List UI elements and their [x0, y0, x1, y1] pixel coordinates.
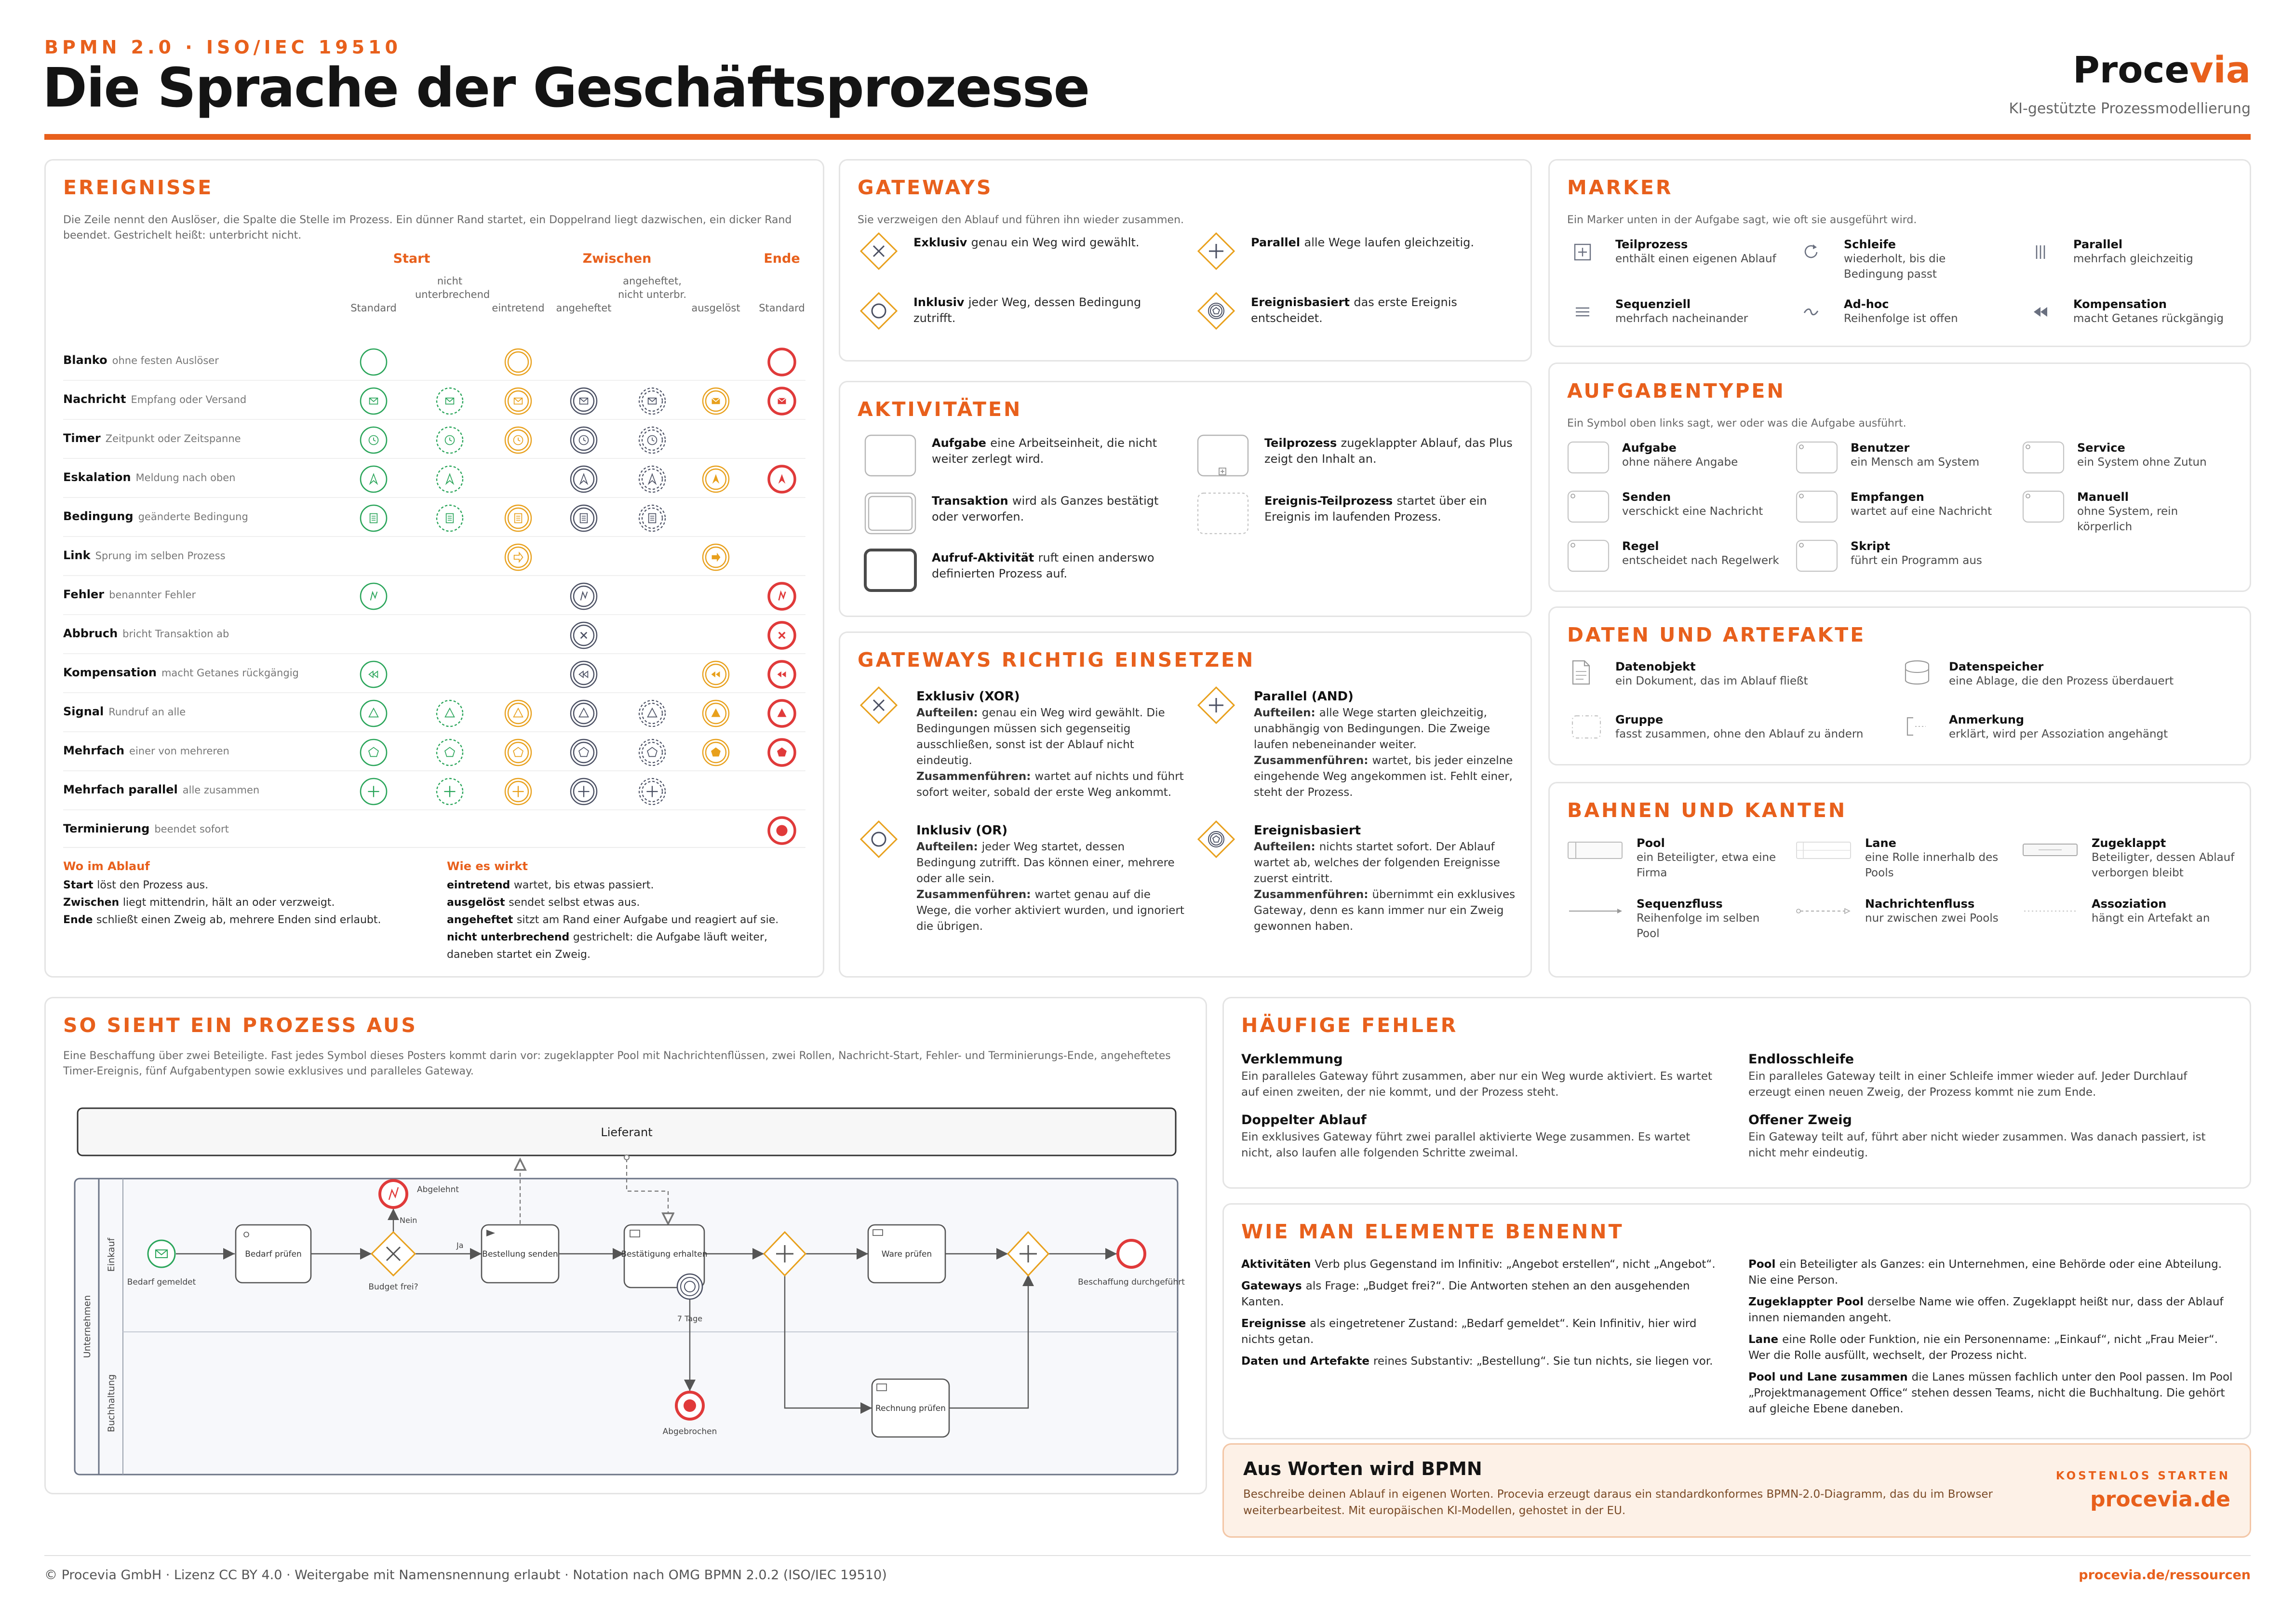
- event-col-2: eintretend: [492, 302, 545, 314]
- lane-nachrichtenfluss-icon: [1796, 899, 1852, 923]
- naming-left: [1241, 1257, 1728, 1375]
- event-fehler-6-error-icon: [766, 581, 797, 612]
- marker-sequenziell: Sequenziell mehrfach nacheinander: [1615, 297, 1748, 325]
- artifact-datenspeicher-icon: [1905, 660, 1935, 687]
- tagline: KI-gestützte Prozessmodellierung: [2009, 100, 2251, 117]
- event-row-name: Signal: [63, 705, 104, 718]
- terminate-label: Abgebrochen: [662, 1427, 717, 1436]
- how-title: Wie es wirkt: [447, 859, 528, 873]
- lane-lane: Lane eine Rolle innerhalb des Pools: [1865, 836, 1999, 879]
- task-ware-pruefen-label: Ware prüfen: [881, 1249, 932, 1259]
- event-row-desc: bricht Transaktion ab: [122, 628, 229, 640]
- event-row-desc: geänderte Bedingung: [138, 511, 248, 523]
- company-pool: [75, 1179, 1178, 1475]
- tasktype-aufgabe: Aufgabe ohne nähere Angabe: [1622, 441, 1738, 469]
- event-eskalation-4-escalation-icon: [637, 464, 668, 495]
- task-bestellung-senden-label: Bestellung senden: [482, 1249, 558, 1259]
- footer-license: © Procevia GmbH · Lizenz CC BY 4.0 · Weitergabe mit Namensnennung erlaubt · Notation nach OMG BPMN 2.0.2 (ISO/IEC 19510): [44, 1568, 887, 1583]
- event-signal-2-signal-icon: [503, 698, 534, 729]
- plus-box-icon: [1573, 242, 1592, 262]
- gateway-inklusiv-icon: [859, 292, 898, 330]
- events-card: [44, 159, 824, 978]
- tasktype-manuell: Manuell ohne System, rein körperlich: [2077, 490, 2178, 533]
- event-kompensation-3-compensation-icon: [568, 659, 599, 690]
- naming-title: WIE MAN ELEMENTE BENENNT: [1241, 1220, 1624, 1243]
- gateway-parallel-icon: [1197, 232, 1235, 270]
- activity-ereignis-teilprozess-icon: [1197, 492, 1250, 536]
- markers-card: [1548, 159, 2251, 347]
- how-item: angeheftet sitzt am Rand einer Aufgabe und reagiert auf sie.: [447, 914, 779, 926]
- tasktype-skript-icon: [1796, 539, 1839, 573]
- example-intro: Eine Beschaffung über zwei Beteiligte. Fast jedes Symbol dieses Posters kommt darin vor: zugeklappter Pool mit Nachrichtenflüssen, zwei Rollen, Nachricht-Start, Fehler- und Terminierungs-Ende, angeheftetes Timer-Ereignis, fünf Aufgabentypen sowie exklusives und paralleles Gateway.: [63, 1050, 1171, 1077]
- activity-aufruf-aktivitaet-icon: [864, 549, 917, 592]
- event-col-0: Standard: [350, 302, 397, 314]
- naming-aktivitaeten: Aktivitäten Verb plus Gegenstand im Infinitiv: „Angebot erstellen“, nicht „Angebot“.: [1241, 1258, 1716, 1271]
- lane-einkauf-label: Einkauf: [106, 1237, 117, 1272]
- artifact-gruppe-icon: [1571, 713, 1602, 740]
- data-title: DATEN UND ARTEFAKTE: [1567, 623, 1866, 646]
- lane-buchhaltung-label: Buchhaltung: [106, 1374, 117, 1433]
- event-mehrfach-4-multiple-icon: [637, 737, 668, 768]
- event-row-blanko: [63, 353, 219, 367]
- flow-label-no: Nein: [400, 1216, 417, 1225]
- naming-card: [1222, 1203, 2251, 1439]
- event-row-desc: Sprung im selben Prozess: [95, 550, 226, 562]
- row-divider: [63, 380, 805, 381]
- event-row-name: Nachricht: [63, 392, 126, 406]
- event-group-start: Start: [393, 251, 430, 266]
- gateway-inklusiv: Inklusiv jeder Weg, dessen Bedingung zutrifft.: [913, 295, 1141, 325]
- end-label: Beschaffung durchgeführt: [1078, 1277, 1185, 1287]
- activity-aufgabe-icon: [864, 434, 917, 478]
- lanes-card: [1548, 782, 2251, 978]
- event-row-abbruch: [63, 627, 229, 640]
- tasktype-empfangen-icon: [1796, 490, 1839, 524]
- gw-usage-inklusiv-or-icon: [859, 820, 898, 859]
- activity-aufgabe: Aufgabe eine Arbeitseinheit, die nicht weiter zerlegt wird.: [932, 436, 1157, 466]
- event-link-5-link-icon: [700, 542, 731, 573]
- event-timer-1-clock-icon: [434, 425, 465, 456]
- event-eskalation-3-escalation-icon: [568, 464, 599, 495]
- event-mehrfach-1-multiple-icon: [434, 737, 465, 768]
- row-divider: [63, 770, 805, 771]
- event-row-signal: [63, 705, 186, 718]
- errors-title: HÄUFIGE FEHLER: [1241, 1014, 1458, 1037]
- lane-sequenzfluss: Sequenzfluss Reihenfolge im selben Pool: [1637, 897, 1760, 940]
- tasktype-senden: Senden verschickt eine Nachricht: [1622, 490, 1763, 518]
- event-mehrfach-0-multiple-icon: [358, 737, 389, 768]
- divider: [63, 847, 805, 848]
- how-item: ausgelöst sendet selbst etwas aus.: [447, 897, 640, 909]
- tasktype-aufgabe-icon: [1567, 441, 1611, 475]
- event-kompensation-0-compensation-icon: [358, 659, 389, 690]
- gw-usage-parallel-and-icon: [1197, 686, 1235, 725]
- flow-label-yes: Ja: [456, 1241, 464, 1250]
- tasktypes-card: [1548, 362, 2251, 592]
- artifact-datenspeicher: Datenspeicher eine Ablage, die den Prozess überdauert: [1949, 660, 2174, 687]
- naming-lane: Lane eine Rolle oder Funktion, nie ein Personenname: „Einkauf“, nicht „Frau Meier“. Wer die Rolle ausfüllt, wechselt, der Prozess nicht.: [1748, 1333, 2218, 1362]
- tasktype-regel-icon: [1567, 539, 1611, 573]
- gateway-ereignisbasiert: Ereignisbasiert das erste Ereignis entscheidet.: [1251, 295, 1457, 325]
- event-row-fehler: [63, 588, 196, 601]
- event-row-desc: alle zusammen: [182, 784, 260, 796]
- row-divider: [63, 575, 805, 576]
- event-signal-3-signal-icon: [568, 698, 599, 729]
- naming-right: [1748, 1257, 2235, 1423]
- marker-kompensation: Kompensation macht Getanes rückgängig: [2073, 297, 2224, 325]
- tasktype-regel: Regel entscheidet nach Regelwerk: [1622, 539, 1779, 567]
- event-col-4: angeheftet, nicht unterbr.: [617, 275, 687, 300]
- activity-ereignis-teilprozess: Ereignis-Teilprozess startet über ein Ereignis im laufenden Prozess.: [1264, 494, 1487, 523]
- event-timer-3-clock-icon: [568, 425, 599, 456]
- event-eskalation-6-escalation-icon: [766, 464, 797, 495]
- lane-zugeklappt-icon: [2022, 838, 2079, 862]
- example-card: [44, 997, 1207, 1494]
- event-row-name: Fehler: [63, 588, 105, 601]
- gw-usage-card: [839, 631, 1532, 978]
- gateway-parallel: Parallel alle Wege laufen gleichzeitig.: [1251, 236, 1474, 249]
- error-doppelter-ablauf: Doppelter Ablauf Ein exklusives Gateway führt zwei parallel aktivierte Wege zusammen. Es wartet nicht, also laufen alle folgenden Schritte zweimal.: [1241, 1113, 1691, 1159]
- events-intro: Die Zeile nennt den Auslöser, die Spalte die Stelle im Prozess. Ein dünner Rand startet, ein Doppelrand liegt dazwischen, ein dicker Rand beendet. Gestrichelt heißt: unterbricht nicht.: [63, 214, 792, 242]
- rewind-icon: [2031, 302, 2050, 322]
- event-mehrfach-parallel-2-parallel-icon: [503, 776, 534, 807]
- event-nachricht-2-envelope-icon: [503, 386, 534, 416]
- event-row-bedingung: [63, 510, 248, 523]
- event-nachricht-5-envelope-icon: [700, 386, 731, 416]
- naming-pool: Pool ein Beteiligter als Ganzes: ein Unternehmen, eine Behörde oder eine Abteilung. Nie eine Person.: [1748, 1258, 2222, 1287]
- event-mehrfach-parallel-3-parallel-icon: [568, 776, 599, 807]
- event-mehrfach-2-multiple-icon: [503, 737, 534, 768]
- event-row-name: Abbruch: [63, 627, 118, 640]
- event-blanko-6-none: [766, 347, 797, 377]
- event-nachricht-3-envelope-icon: [568, 386, 599, 416]
- error-verklemmung: Verklemmung Ein paralleles Gateway führt zusammen, aber nur ein Weg wurde aktiviert. Es wartet auf einen zweiten, der nie kommt, und der Prozess steht.: [1241, 1052, 1713, 1099]
- cta-box[interactable]: [1222, 1443, 2251, 1538]
- activity-transaktion-icon: [864, 492, 917, 536]
- tasktype-service-icon: [2022, 441, 2066, 475]
- event-row-name: Bedingung: [63, 510, 134, 523]
- marker-schleife: Schleife wiederholt, bis die Bedingung passt: [1844, 238, 1946, 281]
- markers-intro: Ein Marker unten in der Aufgabe sagt, wie oft sie ausgeführt wird.: [1567, 214, 1917, 226]
- tasktype-service: Service ein System ohne Zutun: [2077, 441, 2207, 469]
- tasktype-empfangen: Empfangen wartet auf eine Nachricht: [1851, 490, 1992, 518]
- how-item: nicht unterbrechend gestrichelt: die Aufgabe läuft weiter, daneben startet ein Zweig.: [447, 931, 768, 961]
- event-row-desc: benannter Fehler: [109, 589, 196, 601]
- activities-title: AKTIVITÄTEN: [858, 398, 1022, 421]
- lane-nachrichtenfluss: Nachrichtenfluss nur zwischen zwei Pools: [1865, 897, 1999, 925]
- gateways-intro: Sie verzweigen den Ablauf und führen ihn wieder zusammen.: [858, 214, 1184, 226]
- event-row-name: Blanko: [63, 353, 107, 367]
- event-signal-6-signal-icon: [766, 698, 797, 729]
- artifact-anmerkung-icon: [1905, 713, 1935, 740]
- event-row-timer: [63, 431, 241, 445]
- marker-ad-hoc: Ad-hoc Reihenfolge ist offen: [1844, 297, 1958, 325]
- naming-ereignisse: Ereignisse als eingetretener Zustand: „Bedarf gemeldet“. Kein Infinitiv, hier wird nichts getan.: [1241, 1317, 1697, 1346]
- event-kompensation-6-compensation-icon: [766, 659, 797, 690]
- event-abbruch-3-cancel-icon: [568, 620, 599, 651]
- event-col-6: Standard: [759, 302, 805, 314]
- event-row-name: Timer: [63, 431, 101, 445]
- event-col-3: angeheftet: [556, 302, 612, 314]
- tasktype-skript: Skript führt ein Programm aus: [1851, 539, 1982, 567]
- cta-text: Beschreibe deinen Ablauf in eigenen Worten. Procevia erzeugt daraus ein standardkonformes BPMN-2.0-Diagramm, das du im Browser weiterbearbeitest. Mit europäischen KI-Modellen, gehostet in der EU.: [1243, 1488, 1993, 1517]
- event-row-name: Mehrfach: [63, 744, 125, 757]
- gw-usage-exklusiv-xor: Exklusiv (XOR) Aufteilen: genau ein Weg wird gewählt. Die Bedingungen müssen sich gegenseitig ausschließen, sonst ist der Ablauf nicht eindeutig. Zusammenführen: wartet auf nichts und führt sofort weiter, sobald der erste Weg ankommt.: [916, 689, 1184, 799]
- where-title: Wo im Ablauf: [63, 859, 150, 873]
- page-title: Die Sprache der Geschäftsprozesse: [42, 57, 1089, 120]
- gateway-budget-label: Budget frei?: [368, 1282, 418, 1292]
- event-timer-4-clock-icon: [637, 425, 668, 456]
- events-title: EREIGNISSE: [63, 176, 214, 199]
- event-row-desc: ohne festen Auslöser: [112, 355, 219, 366]
- event-signal-1-signal-icon: [434, 698, 465, 729]
- event-row-link: [63, 549, 226, 562]
- cta-title: Aus Worten wird BPMN: [1243, 1458, 1482, 1479]
- task-bestaetigung-label: Bestätigung erhalten: [621, 1249, 708, 1259]
- event-row-desc: Meldung nach oben: [135, 472, 236, 483]
- event-signal-5-signal-icon: [700, 698, 731, 729]
- event-bedingung-2-condition-icon: [503, 503, 534, 534]
- gw-usage-ereignisbasiert: Ereignisbasiert Aufteilen: nichts startet sofort. Der Ablauf wartet ab, welches der folgenden Ereignisse zuerst eintritt. Zusammenführen: übernimmt ein exklusives Gateway, denn es kann immer nur ein Zweig gewonnen haben.: [1254, 823, 1516, 933]
- event-blanko-0-none: [358, 347, 389, 377]
- event-row-nachricht: [63, 392, 246, 406]
- brand-logo[interactable]: [2073, 48, 2251, 91]
- event-fehler-0-error-icon: [358, 581, 389, 612]
- naming-daten-und-artefakte: Daten und Artefakte reines Substantiv: „Bestellung“. Sie tun nichts, sie liegen vor.: [1241, 1355, 1713, 1368]
- gw-usage-parallel-and: Parallel (AND) Aufteilen: alle Wege starten gleichzeitig, unabhängig von Bedingungen. Die Zweige laufen nebeneinander weiter. Zusammenführen: wartet, bis jeder einzelne eingehende Weg angekommen ist. Fehlt einer, steht der Prozess.: [1254, 689, 1513, 799]
- naming-pool-und-lane-zusammen: Pool und Lane zusammen die Lanes müssen fachlich unter den Pool passen. Im Pool „Projektmanagement Office“ stehen dessen Teams, nicht die Buchhaltung. Die gehört auf gleiche Ebene daneben.: [1748, 1371, 2233, 1415]
- artifact-gruppe: Gruppe fasst zusammen, ohne den Ablauf zu ändern: [1615, 713, 1864, 740]
- event-row-desc: Empfang oder Versand: [131, 394, 247, 405]
- event-row-mehrfach: [63, 744, 229, 757]
- row-divider: [63, 497, 805, 498]
- tasktype-benutzer-icon: [1796, 441, 1839, 475]
- loop-icon: [1801, 242, 1821, 262]
- header-rule: [44, 134, 2251, 140]
- event-row-kompensation: [63, 666, 299, 679]
- event-mehrfach-parallel-1-parallel-icon: [434, 776, 465, 807]
- brand-logo-a: Proce: [2073, 48, 2190, 91]
- event-terminierung-6-terminate-icon: [766, 815, 797, 846]
- cta-link[interactable]: procevia.de: [2090, 1487, 2230, 1512]
- artifact-datenobjekt-icon: [1571, 660, 1602, 687]
- row-divider: [63, 731, 805, 732]
- naming-gateways: Gateways als Frage: „Budget frei?“. Die Antworten stehen an den ausgehenden Kanten.: [1241, 1280, 1690, 1308]
- lane-pool-icon: [1567, 838, 1624, 862]
- start-event: [148, 1240, 175, 1267]
- gateways-card: [839, 159, 1532, 362]
- event-row-name: Mehrfach parallel: [63, 783, 178, 796]
- row-divider: [63, 419, 805, 420]
- event-mehrfach-parallel-0-parallel-icon: [358, 776, 389, 807]
- row-divider: [63, 536, 805, 537]
- event-row-mehrfach-parallel: [63, 783, 259, 796]
- lane-lane-icon: [1796, 838, 1852, 862]
- event-row-desc: Rundruf an alle: [108, 706, 186, 718]
- where-item: Ende schließt einen Zweig ab, mehrere Enden sind erlaubt.: [63, 914, 381, 926]
- event-row-desc: einer von mehreren: [129, 745, 229, 757]
- event-bedingung-0-condition-icon: [358, 503, 389, 534]
- gw-usage-ereignisbasiert-icon: [1197, 820, 1235, 859]
- cta-kicker: KOSTENLOS STARTEN: [2055, 1470, 2230, 1482]
- activities-card: [839, 381, 1532, 617]
- event-row-desc: macht Getanes rückgängig: [161, 667, 299, 679]
- pool-label: Unternehmen: [82, 1295, 93, 1358]
- footer-link[interactable]: procevia.de/ressourcen: [2079, 1568, 2251, 1583]
- markers-title: MARKER: [1567, 176, 1673, 199]
- timer-label: 7 Tage: [677, 1314, 703, 1323]
- event-eskalation-1-escalation-icon: [434, 464, 465, 495]
- marker-teilprozess: Teilprozess enthält einen eigenen Ablauf: [1615, 238, 1776, 265]
- gw-usage-title: GATEWAYS RICHTIG EINSETZEN: [858, 648, 1255, 671]
- lane-assoziation-icon: [2022, 899, 2079, 923]
- event-group-zwischen: Zwischen: [582, 251, 652, 266]
- event-mehrfach-parallel-4-parallel-icon: [637, 776, 668, 807]
- event-row-name: Link: [63, 549, 91, 562]
- row-divider: [63, 653, 805, 654]
- event-bedingung-1-condition-icon: [434, 503, 465, 534]
- gateways-title: GATEWAYS: [858, 176, 993, 199]
- event-row-name: Eskalation: [63, 470, 131, 484]
- tasktype-benutzer: Benutzer ein Mensch am System: [1851, 441, 1980, 469]
- footer-rule: [44, 1555, 2251, 1556]
- event-signal-0-signal-icon: [358, 698, 389, 729]
- start-label: Bedarf gemeldet: [127, 1277, 196, 1287]
- data-card: [1548, 606, 2251, 765]
- event-timer-0-clock-icon: [358, 425, 389, 456]
- end-event: [1118, 1240, 1145, 1267]
- gw-usage-exklusiv-xor-icon: [859, 686, 898, 725]
- event-link-2-link-icon: [503, 542, 534, 573]
- event-nachricht-0-envelope-icon: [358, 386, 389, 416]
- tasktype-senden-icon: [1567, 490, 1611, 524]
- brand-logo-b: via: [2189, 48, 2251, 91]
- supplier-pool-label: Lieferant: [601, 1126, 653, 1139]
- sequential-bars-icon: [1573, 302, 1592, 322]
- event-nachricht-4-envelope-icon: [637, 386, 668, 416]
- gateway-ereignisbasiert-icon: [1197, 292, 1235, 330]
- event-eskalation-0-escalation-icon: [358, 464, 389, 495]
- marker-parallel: Parallel mehrfach gleichzeitig: [2073, 238, 2193, 265]
- activity-transaktion: Transaktion wird als Ganzes bestätigt oder verworfen.: [932, 494, 1159, 523]
- gateway-exklusiv-icon: [859, 232, 898, 270]
- gateway-exklusiv: Exklusiv genau ein Weg wird gewählt.: [913, 236, 1140, 249]
- event-bedingung-4-condition-icon: [637, 503, 668, 534]
- event-row-desc: beendet sofort: [154, 823, 229, 835]
- activity-aufruf-aktivitaet: Aufruf-Aktivität ruft einen anderswo definierten Prozess auf.: [932, 551, 1154, 580]
- event-kompensation-5-compensation-icon: [700, 659, 731, 690]
- task-bedarf-pruefen-label: Bedarf prüfen: [245, 1249, 302, 1259]
- how-list: [447, 877, 804, 964]
- error-offener-zweig: Offener Zweig Ein Gateway teilt auf, führt aber nicht wieder zusammen. Was danach passiert, ist nicht mehr eindeutig.: [1748, 1113, 2206, 1159]
- event-blanko-2-none: [503, 347, 534, 377]
- event-row-desc: Zeitpunkt oder Zeitspanne: [105, 433, 241, 444]
- process-diagram: [46, 998, 1208, 1496]
- event-row-eskalation: [63, 470, 235, 484]
- example-title: SO SIEHT EIN PROZESS AUS: [63, 1014, 417, 1037]
- event-row-terminierung: [63, 822, 229, 835]
- where-item: Zwischen liegt mittendrin, hält an oder verzweigt.: [63, 897, 335, 909]
- naming-zugeklappter-pool: Zugeklappter Pool derselbe Name wie offen. Zugeklappt heißt nur, dass der Ablauf innen niemanden angeht.: [1748, 1296, 2224, 1324]
- event-col-1: nicht unterbrechend: [415, 275, 490, 300]
- row-divider: [63, 458, 805, 459]
- lane-sequenzfluss-icon: [1567, 899, 1624, 923]
- event-eskalation-5-escalation-icon: [700, 464, 731, 495]
- activity-teilprozess: Teilprozess zugeklappter Ablauf, das Plus zeigt den Inhalt an.: [1264, 436, 1513, 466]
- event-bedingung-3-condition-icon: [568, 503, 599, 534]
- task-rechnung-pruefen-label: Rechnung prüfen: [875, 1404, 946, 1413]
- activity-teilprozess-icon: [1197, 434, 1250, 478]
- event-mehrfach-5-multiple-icon: [700, 737, 731, 768]
- artifact-datenobjekt: Datenobjekt ein Dokument, das im Ablauf fließt: [1615, 660, 1808, 687]
- where-item: Start löst den Prozess aus.: [63, 879, 209, 891]
- tasktypes-intro: Ein Symbol oben links sagt, wer oder was die Aufgabe ausführt.: [1567, 417, 1906, 429]
- tasktypes-title: AUFGABENTYPEN: [1567, 379, 1785, 403]
- event-signal-4-signal-icon: [637, 698, 668, 729]
- row-divider: [63, 809, 805, 810]
- how-item: eintretend wartet, bis etwas passiert.: [447, 879, 654, 891]
- lanes-title: BAHNEN UND KANTEN: [1567, 799, 1847, 822]
- artifact-anmerkung: Anmerkung erklärt, wird per Assoziation angehängt: [1949, 713, 2168, 740]
- event-mehrfach-6-multiple-icon: [766, 737, 797, 768]
- tasktype-manuell-icon: [2022, 490, 2066, 524]
- event-timer-2-clock-icon: [503, 425, 534, 456]
- error-end-label: Abgelehnt: [417, 1185, 459, 1195]
- event-group-ende: Ende: [764, 251, 800, 266]
- error-endlosschleife: Endlosschleife Ein paralleles Gateway teilt in einer Schleife immer wieder auf. Jeder Durchlauf erzeugt einen neuen Zweig, der Prozess kommt nie zum Ende.: [1748, 1052, 2188, 1099]
- event-nachricht-1-envelope-icon: [434, 386, 465, 416]
- row-divider: [63, 614, 805, 615]
- tilde-icon: [1801, 302, 1821, 322]
- lane-zugeklappt: Zugeklappt Beteiligter, dessen Ablauf verborgen bleibt: [2092, 836, 2235, 879]
- lane-assoziation: Assoziation hängt ein Artefakt an: [2092, 897, 2210, 925]
- event-abbruch-6-cancel-icon: [766, 620, 797, 651]
- event-mehrfach-3-multiple-icon: [568, 737, 599, 768]
- event-nachricht-6-envelope-icon: [766, 386, 797, 416]
- event-fehler-3-error-icon: [568, 581, 599, 612]
- event-row-name: Kompensation: [63, 666, 157, 679]
- lane-pool: Pool ein Beteiligter, etwa eine Firma: [1637, 836, 1776, 879]
- errors-card: [1222, 997, 2251, 1189]
- event-row-name: Terminierung: [63, 822, 150, 835]
- gw-usage-inklusiv-or: Inklusiv (OR) Aufteilen: jeder Weg startet, dessen Bedingung zutrifft. Das können einer, mehrere oder alle sein. Zusammenführen: wartet genau auf die Wege, die vorher aktiviert wurden, und ignoriert die übrigen.: [916, 823, 1184, 933]
- event-col-5: ausgelöst: [691, 302, 740, 314]
- parallel-bars-icon: [2031, 242, 2050, 262]
- row-divider: [63, 692, 805, 693]
- start-label-1: [127, 1277, 196, 1287]
- eyebrow: BPMN 2.0 · ISO/IEC 19510: [44, 37, 402, 58]
- where-list: [63, 877, 420, 929]
